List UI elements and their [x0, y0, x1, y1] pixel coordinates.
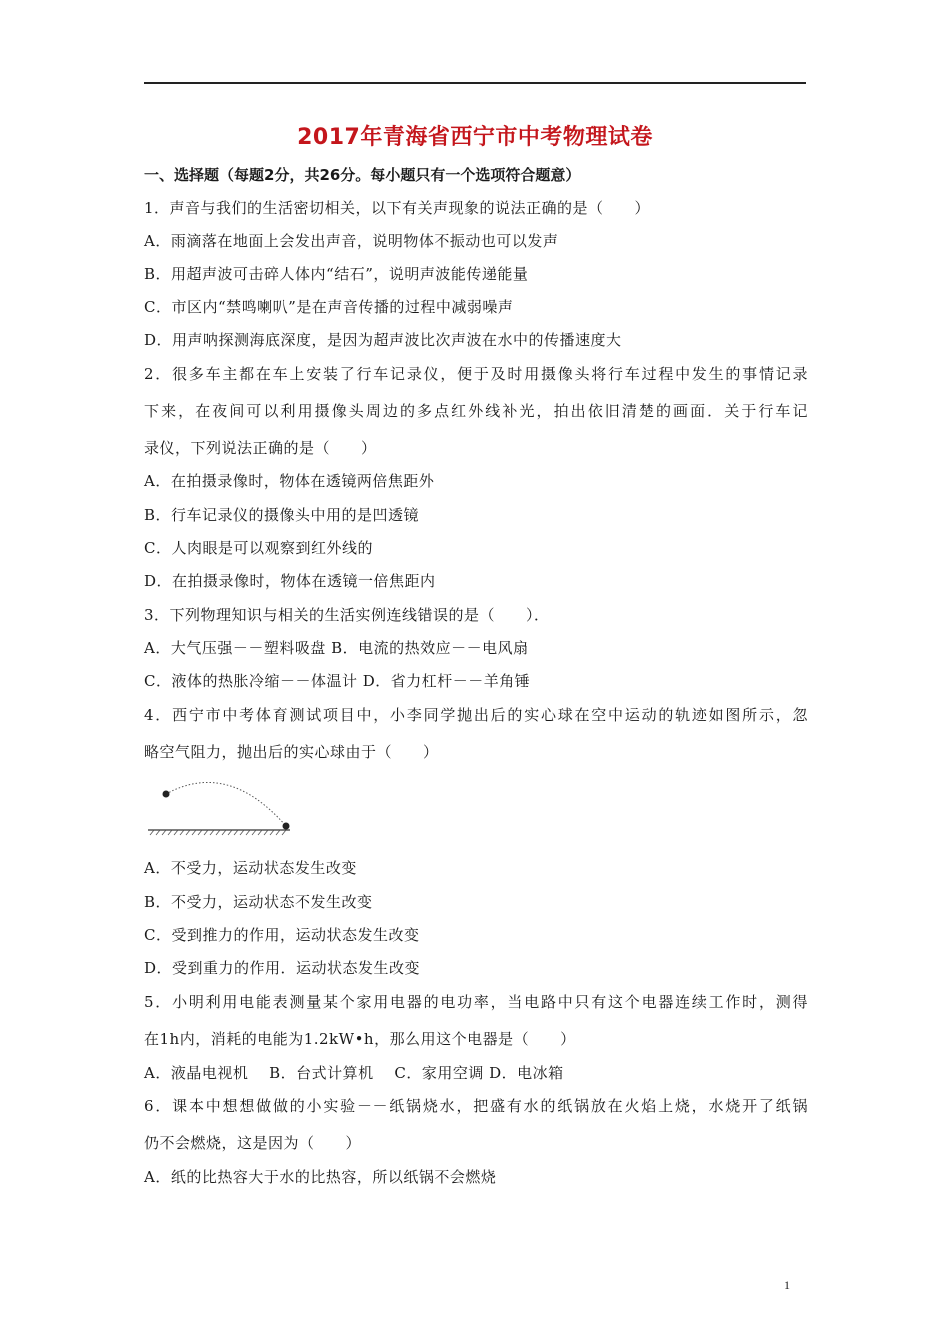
- question-2-stem-line-3: 录仪，下列说法正确的是（ ）: [144, 439, 377, 457]
- question-2-option-b: B．行车记录仪的摄像头中用的是凹透镜: [144, 506, 420, 524]
- question-6-option-a: A．纸的比热容大于水的比热容，所以纸锅不会燃烧: [144, 1168, 497, 1186]
- question-4-option-d: D．受到重力的作用．运动状态发生改变: [144, 959, 421, 977]
- question-2-stem-line-2: 下来，在夜间可以利用摄像头周边的多点红外线补光，拍出依旧清楚的画面．关于行车记: [144, 402, 808, 420]
- page-title: 2017年青海省西宁市中考物理试卷: [297, 125, 653, 150]
- question-3-stem: 3．下列物理知识与相关的生活实例连线错误的是（ ）．: [144, 606, 550, 624]
- question-1-option-a: A．雨滴落在地面上会发出声音，说明物体不振动也可以发声: [144, 232, 559, 250]
- question-4-option-a: A．不受力，运动状态发生改变: [144, 859, 357, 877]
- question-4-stem-line-2: 略空气阻力，抛出后的实心球由于（ ）: [144, 743, 439, 761]
- question-2-stem-line-1: 2．很多车主都在车上安装了行车记录仪，便于及时用摄像头将行车过程中发生的事情记录: [144, 365, 808, 383]
- question-2-option-c: C．人肉眼是可以观察到红外线的: [144, 539, 373, 557]
- section-heading: 一、选择题（每题2分，共26分。每小题只有一个选项符合题意）: [144, 166, 581, 184]
- question-3-options-ab: A．大气压强－－塑料吸盘 B．电流的热效应－－电风扇: [144, 639, 529, 657]
- question-4-option-b: B．不受力，运动状态不发生改变: [144, 893, 373, 911]
- question-1-stem: 1．声音与我们的生活密切相关，以下有关声现象的说法正确的是（ ）: [144, 199, 651, 217]
- trajectory-path: [166, 782, 286, 826]
- ground-hatching: [150, 830, 286, 835]
- question-1-option-c: C．市区内“禁鸣喇叭”是在声音传播的过程中减弱噪声: [144, 298, 514, 316]
- question-5-stem-line-1: 5．小明利用电能表测量某个家用电器的电功率，当电路中只有这个电器连续工作时，测得: [144, 993, 808, 1011]
- question-6-stem-line-2: 仍不会燃烧，这是因为（ ）: [144, 1134, 362, 1152]
- question-2-option-d: D．在拍摄录像时，物体在透镜一倍焦距内: [144, 572, 436, 590]
- question-3-options-cd: C．液体的热胀冷缩－－体温计 D．省力杠杆－－羊角锤: [144, 672, 531, 690]
- question-4-stem-line-1: 4．西宁市中考体育测试项目中，小李同学抛出后的实心球在空中运动的轨迹如图所示，忽: [144, 706, 808, 724]
- question-1-option-d: D．用声呐探测海底深度，是因为超声波比次声波在水中的传播速度大: [144, 331, 622, 349]
- ball-end: [283, 823, 290, 830]
- question-1-option-b: B．用超声波可击碎人体内“结石”，说明声波能传递能量: [144, 265, 529, 283]
- page-number: 1: [784, 1278, 790, 1292]
- question-5-stem-line-2: 在1h内，消耗的电能为1.2kW•h，那么用这个电器是（ ）: [144, 1030, 576, 1048]
- question-4-option-c: C．受到推力的作用，运动状态发生改变: [144, 926, 420, 944]
- ball-start: [163, 791, 170, 798]
- question-6-stem-line-1: 6．课本中想想做做的小实验－－纸锅烧水，把盛有水的纸锅放在火焰上烧，水烧开了纸锅: [144, 1097, 808, 1115]
- header-rule: [144, 82, 806, 84]
- question-5-options: A．液晶电视机 B．台式计算机 C．家用空调 D．电冰箱: [144, 1064, 564, 1082]
- question-2-option-a: A．在拍摄录像时，物体在透镜两倍焦距外: [144, 472, 435, 490]
- trajectory-figure: [144, 768, 294, 838]
